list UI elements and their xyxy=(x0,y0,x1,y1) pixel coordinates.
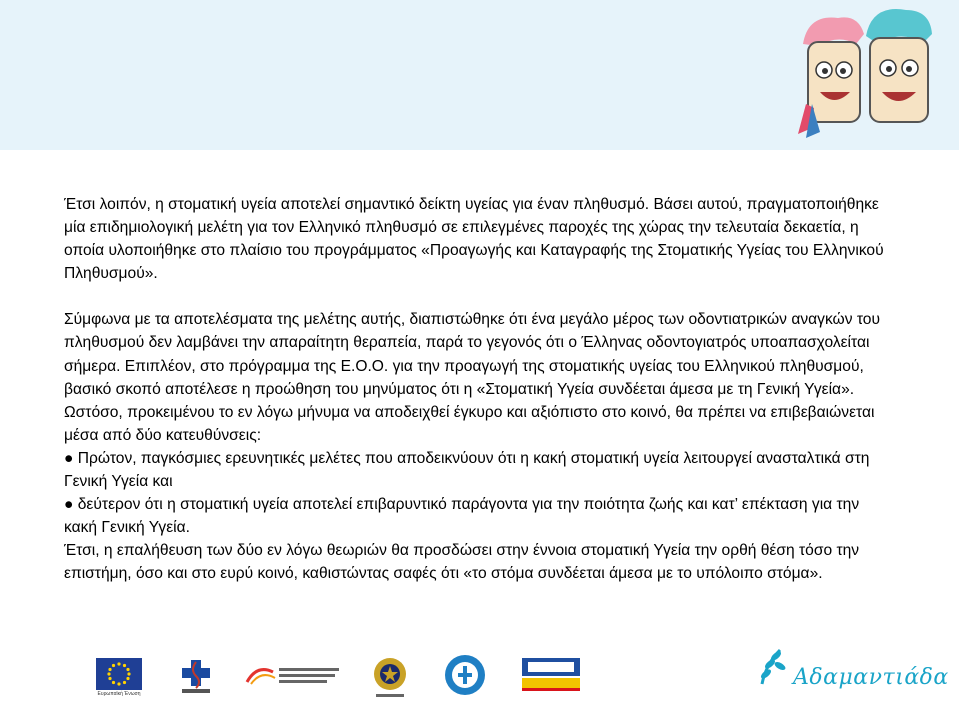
tooth-mascots-logo xyxy=(798,4,934,144)
bullet-first: ● Πρώτον, παγκόσμιες ερευνητικές μελέτες που αποδεικνύουν ότι η κακή στοματική υγεία λειτουργεί ανασταλτικά στη Γενική Υγεία και xyxy=(64,449,870,491)
paragraph-findings: Σύμφωνα με τα αποτελέσματα της μελέτης αυτής, διαπιστώθηκε ότι ένα μεγάλο μέρος των οδοντιατρικών αναγκών του πληθυσμού δεν λαμβάνει την απαραίτητη θεραπεία, παρά το γεγονός ότι ο Έλληνας οδοντογιατρός υποαπασχολείται σήμερα. Επιπλέον, στο πρόγραμμα της Ε.Ο.Ο. για την προαγωγή της στοματικής υγείας του Ελληνικού πληθυσμού, βασικό σκοπό αποτέλεσε η προώθηση του μηνύματος ότι η «Στοματική Υγεία συνδέεται άμεσα με τη Γενική Υγεία». Ωστόσο, προκειμένου το εν λόγω μήνυμα να αποδειχθεί έγκυρο και αξιόπιστο στο κοινό, θα πρέπει να επιβεβαιώνεται μέσα από δύο κατευθύνσεις: xyxy=(64,311,880,444)
doctors-badge-icon xyxy=(444,654,486,696)
operational-programme-logo-icon xyxy=(243,662,343,688)
eu-flag-icon xyxy=(96,658,142,690)
header-banner xyxy=(0,0,959,150)
espa-logo-icon xyxy=(520,656,582,692)
article-body xyxy=(64,193,894,586)
adamantiada-logo-icon xyxy=(756,644,796,690)
army-emblem-icon xyxy=(370,654,410,700)
paragraph-conclusion: Έτσι, η επαλήθευση των δύο εν λόγω θεωριών θα προσδώσει στην έννοια στοματική Υγεία την ορθή θέση τόσο την επιστήμη, όσο και στο ευρύ κοινό, καθιστώντας σαφές ότι «το στόμα συνδέεται άμεσα με το υπόλοιπο στόμα». xyxy=(64,542,860,583)
eu-caption: Ευρωπαϊκή Ένωση xyxy=(97,691,141,697)
paragraph-intro: Έτσι λοιπόν, η στοματική υγεία αποτελεί σημαντικό δείκτη υγείας για έναν πληθυσμό. Βάσει αυτού, πραγματοποιήθηκε μία επιδημιολογική μελέτη για τον Ελληνικό πληθυσμό σε επιλεγμένες παροχές της χώρας την τελευταία δεκαετία, η οποία υλοποιήθηκε στο πλαίσιο του προγράμματος «Προαγωγής και Καταγραφής της Στοματικής Υγείας του Ελληνικού Πληθυσμού». xyxy=(64,196,884,283)
adamantiada-brand: Αδαμαντιάδα xyxy=(793,665,949,690)
ministry-health-logo-icon xyxy=(178,656,214,696)
bullet-second: ● δεύτερον ότι η στοματική υγεία αποτελεί επιβαρυντικό παράγοντα για την ποιότητα ζωής και κατ’ επέκταση για την κακή Γενική Υγεία. xyxy=(64,496,860,537)
